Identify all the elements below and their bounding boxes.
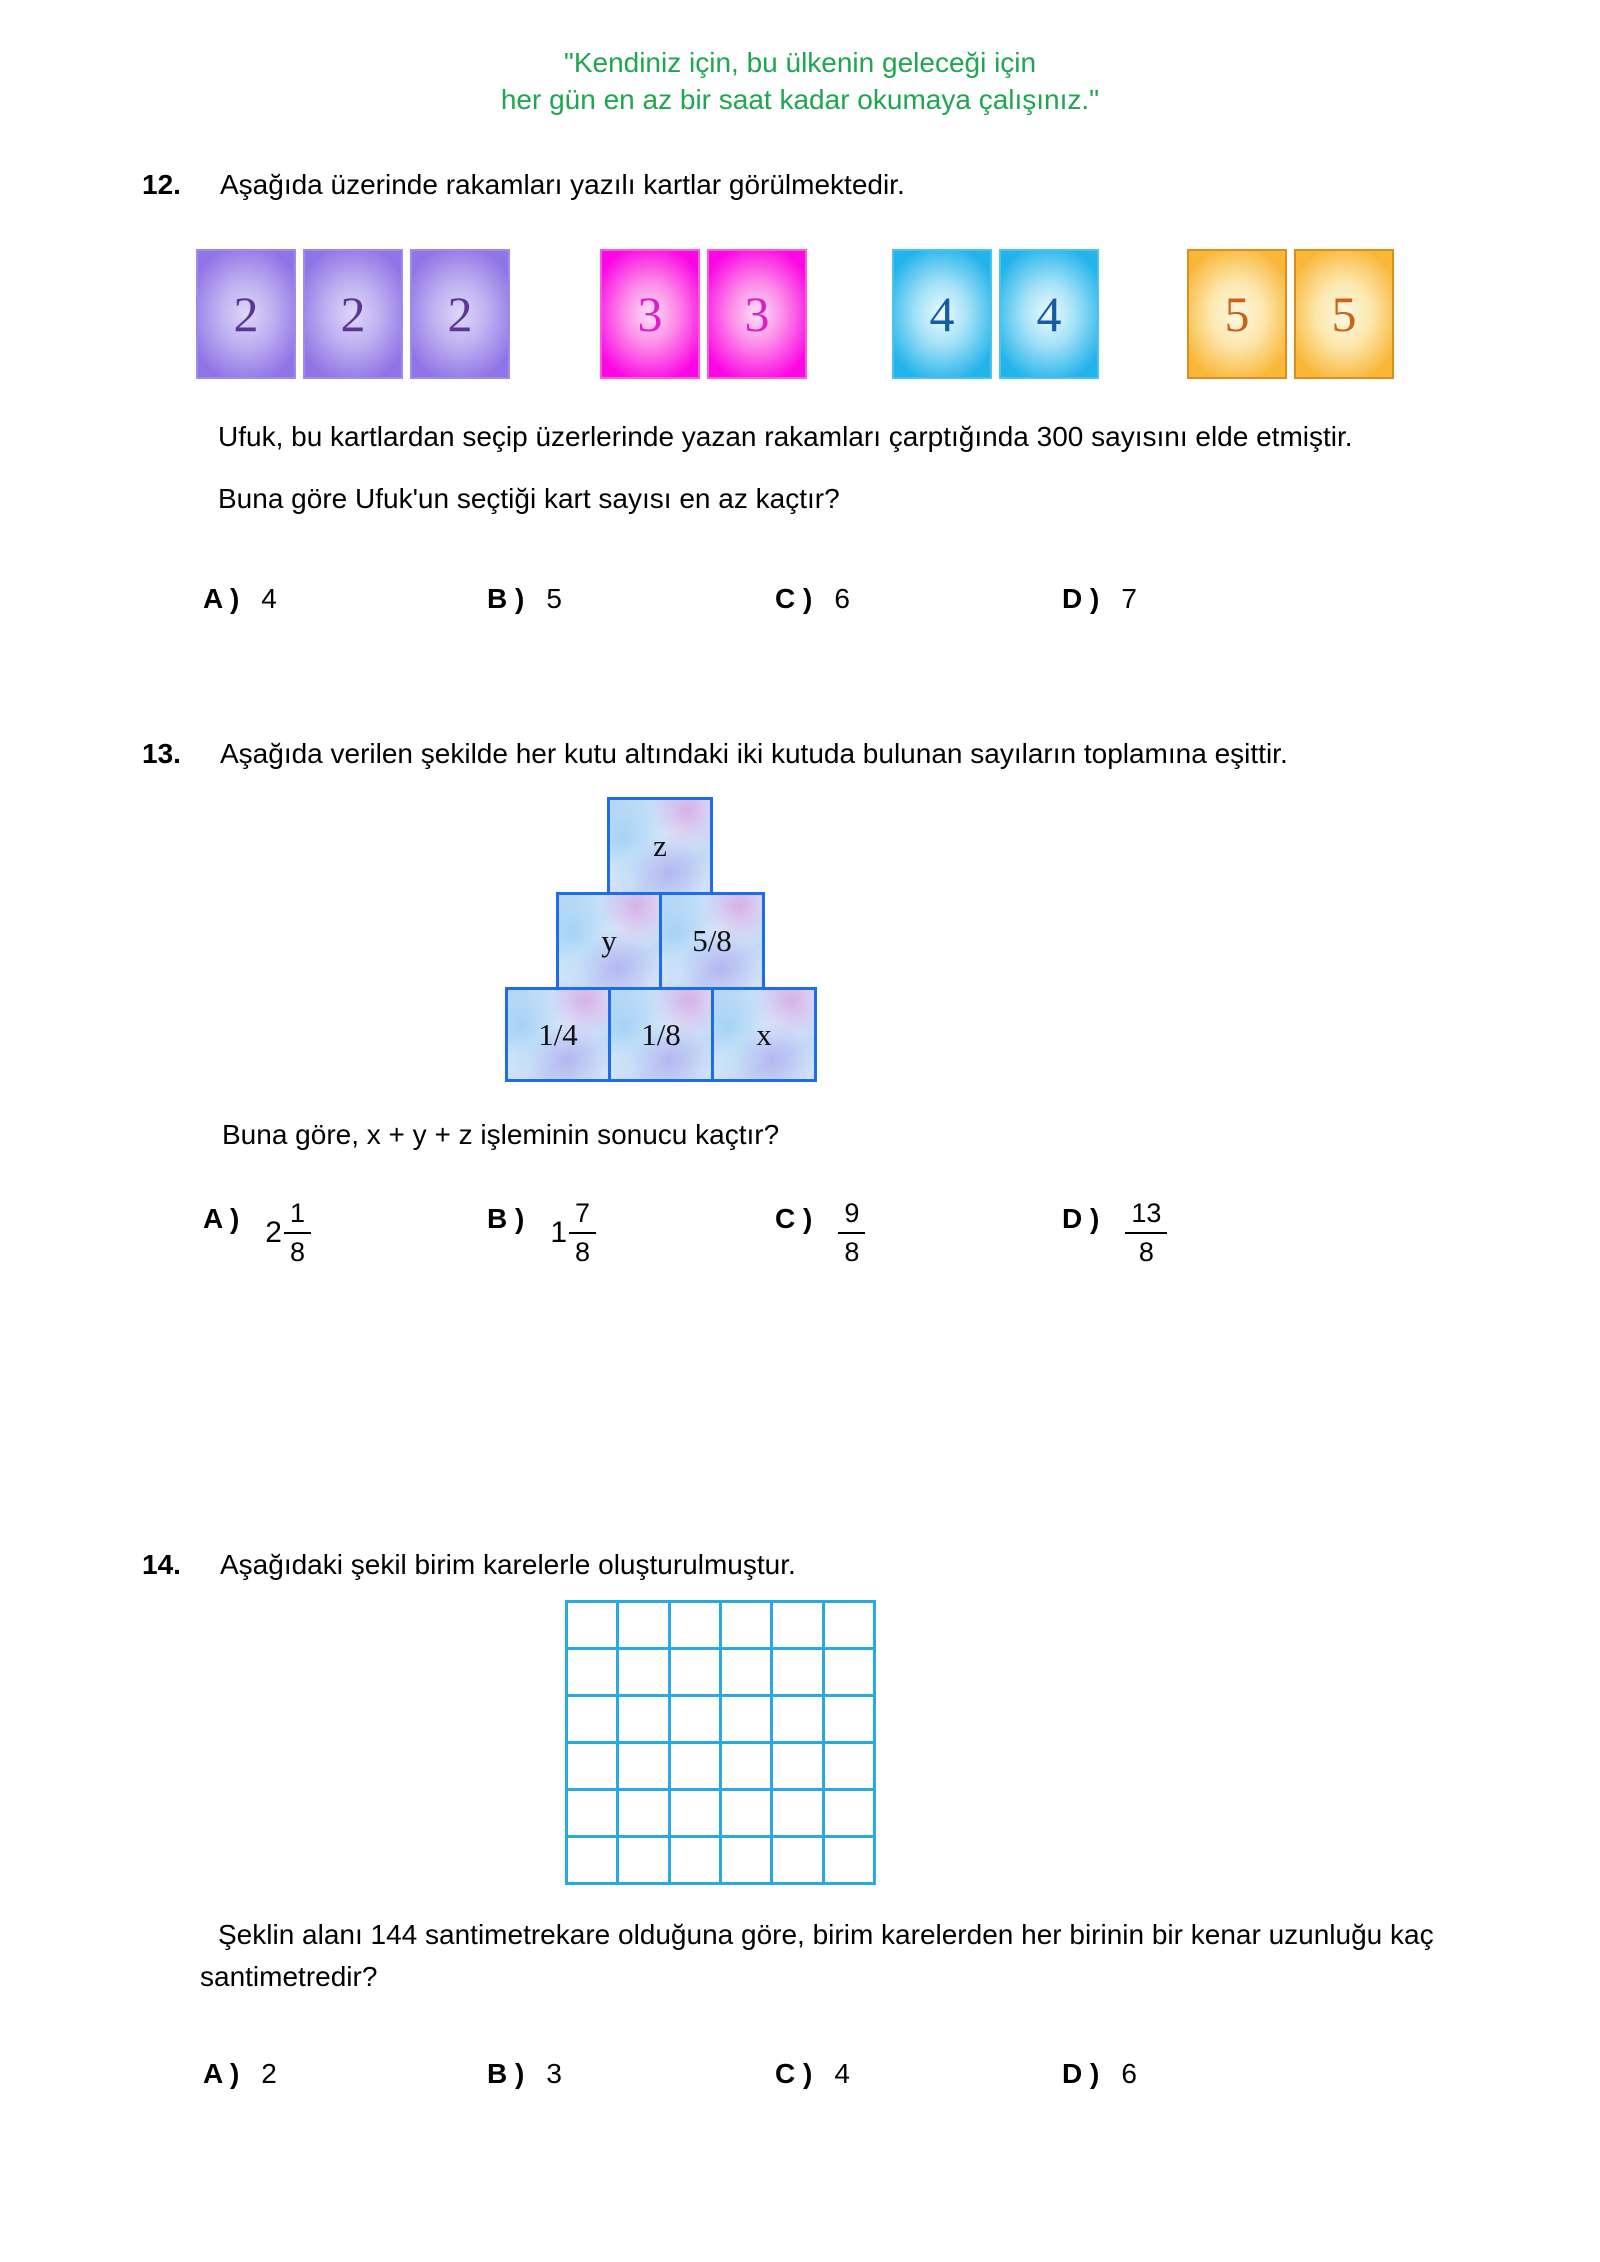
card-value: 4 bbox=[1036, 286, 1062, 342]
option-label: C ) bbox=[775, 2058, 813, 2089]
grid-cell bbox=[568, 1744, 616, 1788]
option-value: 3 bbox=[546, 2058, 562, 2089]
grid-cell bbox=[825, 1744, 873, 1788]
option-value: 6 bbox=[1121, 2058, 1137, 2089]
option-value: 7 bbox=[1121, 583, 1137, 614]
pyramid-box-y: y bbox=[556, 892, 662, 990]
grid-cell bbox=[619, 1697, 667, 1741]
grid-cell bbox=[722, 1838, 770, 1882]
q13-option-c bbox=[775, 1200, 865, 1266]
option-label: B ) bbox=[487, 2058, 525, 2089]
grid-cell bbox=[619, 1838, 667, 1882]
q14-option-a bbox=[203, 2058, 277, 2090]
number-card-3 bbox=[707, 249, 807, 379]
card-value: 5 bbox=[1331, 286, 1357, 342]
grid-cell bbox=[773, 1650, 821, 1694]
fraction bbox=[838, 1200, 865, 1266]
grid-cell bbox=[773, 1838, 821, 1882]
option-label: A ) bbox=[203, 583, 240, 614]
grid-cell bbox=[773, 1603, 821, 1647]
fraction-numerator: 13 bbox=[1125, 1200, 1167, 1234]
unit-square-grid bbox=[565, 1600, 876, 1885]
option-label: A ) bbox=[203, 1203, 240, 1234]
grid-cell bbox=[568, 1603, 616, 1647]
fraction-denominator: 8 bbox=[1138, 1237, 1154, 1267]
q14-statement-line2: santimetredir? bbox=[200, 1961, 378, 1992]
option-value: 4 bbox=[834, 2058, 850, 2089]
option-value: 6 bbox=[834, 583, 850, 614]
fraction-denominator: 8 bbox=[575, 1237, 591, 1267]
q14-prompt: Aşağıdaki şekil birim karelerle oluşturulmuştur. bbox=[220, 1549, 796, 1580]
number-card-5 bbox=[1294, 249, 1394, 379]
grid-cell bbox=[619, 1603, 667, 1647]
option-label: B ) bbox=[487, 1203, 525, 1234]
q12-option-b bbox=[487, 583, 562, 615]
fraction-whole: 1 bbox=[550, 1216, 568, 1249]
number-card-2 bbox=[196, 249, 296, 379]
q14-option-d bbox=[1062, 2058, 1137, 2090]
card-value: 3 bbox=[744, 286, 770, 342]
q12-prompt: Aşağıda üzerinde rakamları yazılı kartlar görülmektedir. bbox=[220, 169, 905, 200]
pyramid-box-x: x bbox=[711, 987, 817, 1082]
card-group-4s bbox=[892, 249, 1099, 379]
card-value: 2 bbox=[447, 286, 473, 342]
option-value: 2 bbox=[261, 2058, 277, 2089]
number-card-3 bbox=[600, 249, 700, 379]
number-card-4 bbox=[999, 249, 1099, 379]
fraction-denominator: 8 bbox=[844, 1237, 860, 1267]
fraction-numerator: 9 bbox=[838, 1200, 865, 1234]
grid-cell bbox=[825, 1838, 873, 1882]
grid-cell bbox=[722, 1744, 770, 1788]
grid-cell bbox=[722, 1791, 770, 1835]
grid-cell bbox=[671, 1697, 719, 1741]
q14-number: 14. bbox=[142, 1549, 181, 1580]
q13-option-b bbox=[487, 1200, 596, 1266]
q12-option-c bbox=[775, 583, 850, 615]
fraction bbox=[1125, 1200, 1167, 1266]
grid-cell bbox=[773, 1744, 821, 1788]
grid-cell bbox=[671, 1791, 719, 1835]
grid-cell bbox=[671, 1744, 719, 1788]
grid-cell bbox=[671, 1650, 719, 1694]
grid-cell bbox=[825, 1791, 873, 1835]
card-value: 3 bbox=[637, 286, 663, 342]
grid-cell bbox=[825, 1603, 873, 1647]
option-label: B ) bbox=[487, 583, 525, 614]
pyramid-box-1-8: 1/8 bbox=[608, 987, 714, 1082]
q13-question: Buna göre, x + y + z işleminin sonucu kaçtır? bbox=[222, 1119, 780, 1150]
grid-cell bbox=[671, 1603, 719, 1647]
fraction-whole: 2 bbox=[265, 1216, 282, 1249]
option-label: D ) bbox=[1062, 1203, 1100, 1234]
quote-line-2: her gün en az bir saat kadar okumaya çalışınız." bbox=[500, 84, 1100, 115]
grid-cell bbox=[773, 1791, 821, 1835]
grid-cell bbox=[568, 1838, 616, 1882]
grid-cell bbox=[671, 1838, 719, 1882]
number-card-4 bbox=[892, 249, 992, 379]
q13-prompt: Aşağıda verilen şekilde her kutu altındaki iki kutuda bulunan sayıların toplamına eşittir. bbox=[220, 738, 1288, 769]
header-quote bbox=[0, 44, 1600, 118]
option-value: 4 bbox=[261, 583, 277, 614]
q13-option-d bbox=[1062, 1200, 1167, 1266]
grid-cell bbox=[825, 1650, 873, 1694]
q12-option-d bbox=[1062, 583, 1137, 615]
grid-cell bbox=[619, 1791, 667, 1835]
grid-cell bbox=[568, 1650, 616, 1694]
card-group-2s bbox=[196, 249, 510, 379]
q14-statement-line1: Şeklin alanı 144 santimetrekare olduğuna göre, birim karelerden her birinin bir kenar uzunluğu kaç bbox=[218, 1919, 1434, 1950]
q14-option-c bbox=[775, 2058, 850, 2090]
grid-cell bbox=[825, 1697, 873, 1741]
option-label: A ) bbox=[203, 2058, 240, 2089]
q14-option-b bbox=[487, 2058, 562, 2090]
fraction-numerator: 1 bbox=[284, 1200, 311, 1234]
card-value: 2 bbox=[340, 286, 366, 342]
option-label: C ) bbox=[775, 583, 813, 614]
card-group-3s bbox=[600, 249, 807, 379]
option-label: D ) bbox=[1062, 583, 1100, 614]
grid-cell bbox=[619, 1744, 667, 1788]
q12-question: Buna göre Ufuk'un seçtiği kart sayısı en az kaçtır? bbox=[218, 483, 840, 514]
q12-option-a bbox=[203, 583, 277, 615]
card-value: 4 bbox=[929, 286, 955, 342]
grid-cell bbox=[722, 1603, 770, 1647]
card-value: 5 bbox=[1224, 286, 1250, 342]
number-card-2 bbox=[303, 249, 403, 379]
fraction-denominator: 8 bbox=[289, 1237, 306, 1267]
pyramid-box-5-8: 5/8 bbox=[659, 892, 765, 990]
fraction bbox=[284, 1200, 311, 1266]
grid-cell bbox=[773, 1697, 821, 1741]
fraction-numerator: 7 bbox=[569, 1200, 596, 1234]
option-label: D ) bbox=[1062, 2058, 1100, 2089]
fraction bbox=[569, 1200, 596, 1266]
grid-cell bbox=[722, 1650, 770, 1694]
grid-cell bbox=[568, 1791, 616, 1835]
number-card-2 bbox=[410, 249, 510, 379]
q12-number: 12. bbox=[142, 169, 181, 200]
card-value: 2 bbox=[233, 286, 259, 342]
q13-option-a bbox=[203, 1200, 311, 1266]
q12-statement: Ufuk, bu kartlardan seçip üzerlerinde yazan rakamları çarptığında 300 sayısını elde etmiştir. bbox=[218, 421, 1353, 452]
quote-line-1: "Kendiniz için, bu ülkenin geleceği için bbox=[563, 47, 1037, 78]
q13-number: 13. bbox=[142, 738, 181, 769]
card-group-5s bbox=[1187, 249, 1394, 379]
pyramid-box-z: z bbox=[607, 797, 713, 895]
grid-cell bbox=[722, 1697, 770, 1741]
grid-cell bbox=[568, 1697, 616, 1741]
pyramid-box-1-4: 1/4 bbox=[505, 987, 611, 1082]
number-card-5 bbox=[1187, 249, 1287, 379]
option-value: 5 bbox=[546, 583, 562, 614]
grid-cell bbox=[619, 1650, 667, 1694]
option-label: C ) bbox=[775, 1203, 813, 1234]
